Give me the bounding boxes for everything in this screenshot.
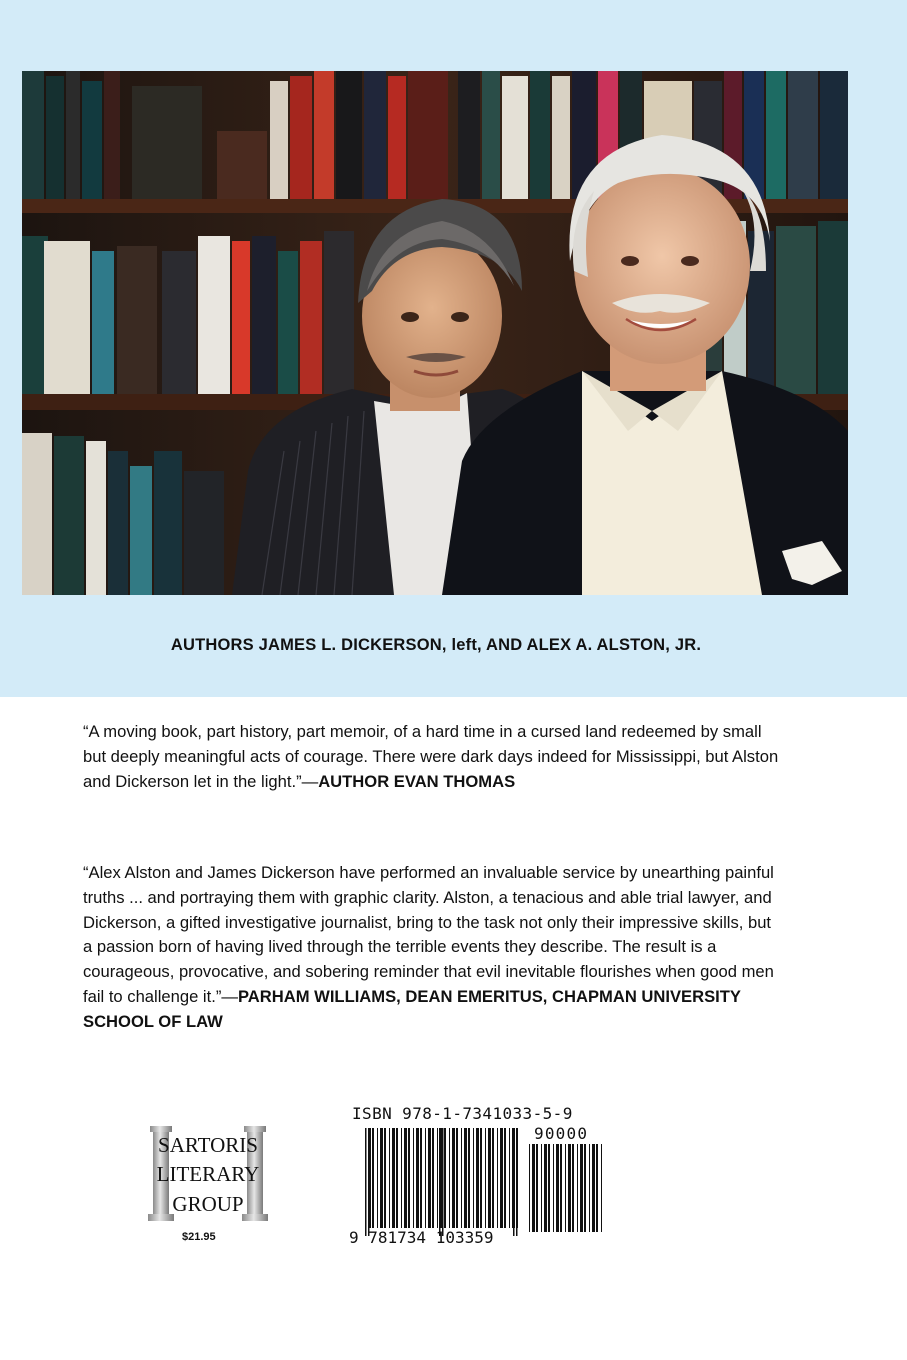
- barcode-bar: [449, 1128, 450, 1228]
- logo-line-2: LITERARY: [156, 1162, 260, 1186]
- barcode-bar: [565, 1144, 566, 1232]
- barcode-guard-bar: [439, 1128, 441, 1236]
- barcode-bar: [601, 1144, 602, 1232]
- barcode-bar: [416, 1128, 419, 1228]
- barcode-bar: [413, 1128, 414, 1228]
- barcode-bar: [553, 1144, 554, 1232]
- barcode-bar: [592, 1144, 595, 1232]
- barcode-bar: [396, 1128, 398, 1228]
- barcode-bar: [473, 1128, 474, 1228]
- authors-photo: [22, 71, 848, 595]
- barcode-bar: [509, 1128, 510, 1228]
- barcode-bar: [468, 1128, 470, 1228]
- photo-caption: [0, 636, 872, 655]
- barcode-bar: [544, 1144, 547, 1232]
- barcode-bar: [444, 1128, 446, 1228]
- barcode-bar: [529, 1144, 530, 1232]
- barcode-guard-bar: [516, 1128, 518, 1236]
- isbn-barcode: [343, 1104, 613, 1256]
- logo-line-3: GROUP: [172, 1192, 244, 1216]
- blurb-attribution: AUTHOR EVAN THOMAS: [318, 771, 516, 791]
- barcode-bar: [408, 1128, 410, 1228]
- barcode-bar: [420, 1128, 422, 1228]
- barcode-bar: [432, 1128, 434, 1228]
- barcode-bar: [384, 1128, 386, 1228]
- barcode-guard-bar: [368, 1128, 370, 1236]
- barcode-bar: [476, 1128, 479, 1228]
- isbn-number: ISBN 978-1-7341033-5-9: [352, 1104, 573, 1123]
- barcode-bar: [497, 1128, 498, 1228]
- barcode-bar: [488, 1128, 491, 1228]
- publisher-logo: [146, 1122, 270, 1224]
- barcode-addon-digits: 90000: [534, 1124, 589, 1143]
- barcode-bar: [389, 1128, 390, 1228]
- barcode-guard-bar: [365, 1128, 367, 1236]
- barcode-bar: [392, 1128, 395, 1228]
- blurb-attribution: PARHAM WILLIAMS, DEAN EMERITUS, CHAPMAN UNIVERSITY SCHOOL OF LAW: [83, 986, 741, 1031]
- price-label: $21.95: [182, 1231, 216, 1243]
- barcode-bar: [404, 1128, 407, 1228]
- ean-digits: 9 781734 103359: [349, 1228, 494, 1247]
- barcode-bar: [548, 1144, 550, 1232]
- barcode-bar: [504, 1128, 506, 1228]
- barcode-bar: [428, 1128, 431, 1228]
- barcode-bar: [532, 1144, 535, 1232]
- barcode-bar: [584, 1144, 586, 1232]
- barcode-bar: [577, 1144, 578, 1232]
- barcode-bar: [568, 1144, 571, 1232]
- column-logo-icon: [146, 1122, 270, 1224]
- barcode-bar: [372, 1128, 374, 1228]
- barcode-bar: [541, 1144, 542, 1232]
- caption-lead: AUTHORS JAMES L. DICKERSON,: [170, 636, 452, 654]
- blurb-parham-williams: [83, 861, 783, 1035]
- barcode-bar: [492, 1128, 494, 1228]
- barcode-bar: [500, 1128, 503, 1228]
- blurb-evan-thomas: [83, 720, 783, 794]
- barcode-guard-bar: [513, 1128, 515, 1236]
- barcode-bar: [456, 1128, 458, 1228]
- barcode-bar: [589, 1144, 590, 1232]
- authors-photo-illustration: [22, 71, 848, 595]
- barcode-guard-bar: [442, 1128, 444, 1236]
- caption-tail: , AND ALEX A. ALSTON, JR.: [477, 636, 702, 654]
- logo-line-1: SARTORIS: [158, 1133, 258, 1157]
- barcode-bar: [437, 1128, 438, 1228]
- barcode-bar: [380, 1128, 383, 1228]
- barcode-bar: [377, 1128, 378, 1228]
- barcode-bar: [425, 1128, 426, 1228]
- barcode-bar: [480, 1128, 482, 1228]
- barcode-bar: [572, 1144, 574, 1232]
- barcode-bar: [536, 1144, 538, 1232]
- barcode-bar: [580, 1144, 583, 1232]
- barcode-bar: [485, 1128, 486, 1228]
- barcode-bar: [452, 1128, 455, 1228]
- barcode-bar: [461, 1128, 462, 1228]
- barcode-bar: [401, 1128, 402, 1228]
- caption-left-word: left: [451, 636, 478, 654]
- blurb-text: “Alex Alston and James Dickerson have performed an invaluable service by unearthing painful truths ... and portraying them with graphic clarity. Alston, a tenacious and able trial lawyer, and Dickerson, a gifted investigative journalist, bring to the task not only their impressive skills, but a passion born of having lived through the terrible events they describe. The result is a courageous, provocative, and sobering reminder that evil inevitable flourishes when good men fail to challenge it.”—: [83, 863, 774, 1006]
- barcode-bar: [556, 1144, 559, 1232]
- barcode-bar: [464, 1128, 467, 1228]
- blurb-text: “A moving book, part history, part memoir, of a hard time in a cursed land redeemed by small but deeply meaningful acts of courage. There were dark days indeed for Mississippi, but Alston and Dickerson let in the light.”—: [83, 722, 779, 791]
- barcode-bar: [596, 1144, 598, 1232]
- barcode-bar: [560, 1144, 562, 1232]
